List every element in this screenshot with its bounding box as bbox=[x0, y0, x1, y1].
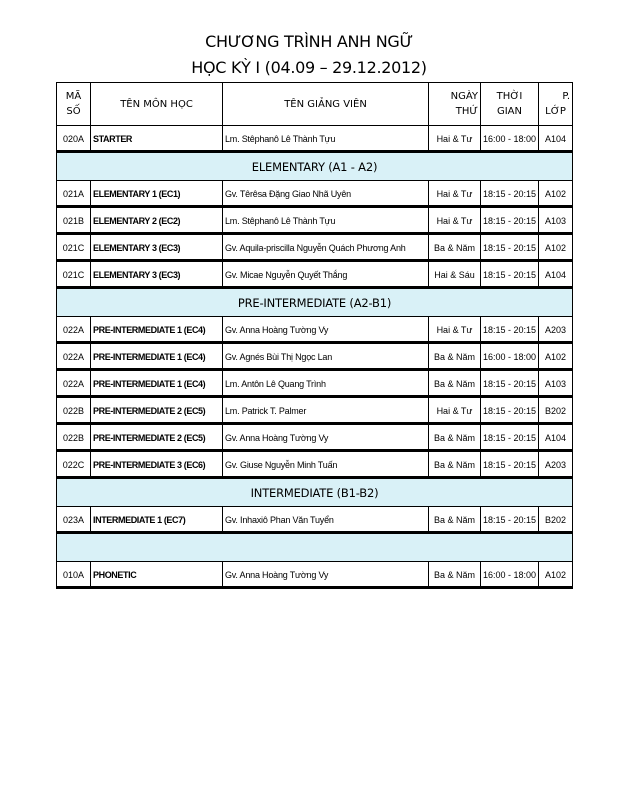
days-cell: Hai & Tư bbox=[429, 208, 481, 235]
time-cell: 18:15 - 20:15 bbox=[481, 181, 539, 208]
room-cell: A102 bbox=[539, 344, 573, 371]
course-code-cell: 022A bbox=[57, 317, 91, 344]
time-cell: 18:15 - 20:15 bbox=[481, 425, 539, 452]
course-code-cell: 021C bbox=[57, 262, 91, 289]
course-name-cell: PHONETIC bbox=[91, 562, 223, 589]
days-cell: Ba & Năm bbox=[429, 452, 481, 479]
header-lecturer: TÊN GIẢNG VIÊN bbox=[223, 83, 429, 126]
lecturer-cell: Gv. Aquila-priscilla Nguyễn Quách Phương Anh bbox=[223, 235, 429, 262]
course-name-cell: STARTER bbox=[91, 126, 223, 153]
days-cell: Ba & Năm bbox=[429, 235, 481, 262]
course-code-cell: 023A bbox=[57, 507, 91, 534]
room-cell: A102 bbox=[539, 562, 573, 589]
header-days bbox=[429, 83, 481, 126]
semester-subtitle: HỌC KỲ I (04.09 – 29.12.2012) bbox=[191, 58, 427, 77]
header-code-line1: MÃ bbox=[65, 91, 82, 102]
room-cell: A203 bbox=[539, 317, 573, 344]
table-row bbox=[57, 235, 573, 262]
room-cell: B202 bbox=[539, 507, 573, 534]
course-code-cell: 020A bbox=[57, 126, 91, 153]
table-row bbox=[57, 126, 573, 153]
time-cell: 16:00 - 18:00 bbox=[481, 344, 539, 371]
table-header-row bbox=[57, 83, 573, 126]
room-cell: A103 bbox=[539, 371, 573, 398]
room-cell: A104 bbox=[539, 126, 573, 153]
course-code-cell: 022A bbox=[57, 344, 91, 371]
time-cell: 18:15 - 20:15 bbox=[481, 507, 539, 534]
time-cell: 18:15 - 20:15 bbox=[481, 317, 539, 344]
table-row bbox=[57, 262, 573, 289]
lecturer-cell: Gv. Anna Hoàng Tường Vy bbox=[223, 317, 429, 344]
header-time-line2: GIAN bbox=[496, 106, 523, 117]
course-code-cell: 021A bbox=[57, 181, 91, 208]
course-code-cell: 022B bbox=[57, 398, 91, 425]
table-row bbox=[57, 452, 573, 479]
days-cell: Ba & Năm bbox=[429, 425, 481, 452]
table-row bbox=[57, 507, 573, 534]
table-row bbox=[57, 398, 573, 425]
room-cell: A103 bbox=[539, 208, 573, 235]
time-cell: 16:00 - 18:00 bbox=[481, 562, 539, 589]
time-cell: 18:15 - 20:15 bbox=[481, 398, 539, 425]
lecturer-cell: Lm. Stêphanô Lê Thành Tựu bbox=[223, 126, 429, 153]
lecturer-cell: Lm. Antôn Lê Quang Trình bbox=[223, 371, 429, 398]
header-days-line2: THỨ bbox=[455, 106, 478, 117]
table-body bbox=[57, 126, 573, 589]
course-code-cell: 021C bbox=[57, 235, 91, 262]
lecturer-cell: Gv. Anna Hoàng Tường Vy bbox=[223, 562, 429, 589]
course-name-cell: ELEMENTARY 1 (EC1) bbox=[91, 181, 223, 208]
header-room-line1: P. bbox=[562, 91, 570, 102]
room-cell: A104 bbox=[539, 262, 573, 289]
days-cell: Ba & Năm bbox=[429, 371, 481, 398]
header-days-line1: NGÀY bbox=[450, 91, 478, 102]
header-time bbox=[481, 83, 539, 126]
course-name-cell: PRE-INTERMEDIATE 1 (EC4) bbox=[91, 317, 223, 344]
time-cell: 16:00 - 18:00 bbox=[481, 126, 539, 153]
section-title: INTERMEDIATE (B1-B2) bbox=[57, 479, 573, 507]
time-cell: 18:15 - 20:15 bbox=[481, 371, 539, 398]
days-cell: Hai & Tư bbox=[429, 126, 481, 153]
room-cell: A104 bbox=[539, 425, 573, 452]
lecturer-cell: Gv. Micae Nguyễn Quyết Thắng bbox=[223, 262, 429, 289]
lecturer-cell: Gv. Anna Hoàng Tường Vy bbox=[223, 425, 429, 452]
course-name-cell: ELEMENTARY 3 (EC3) bbox=[91, 262, 223, 289]
document-title: CHƯƠNG TRÌNH ANH NGỮ bbox=[205, 32, 413, 51]
days-cell: Ba & Năm bbox=[429, 344, 481, 371]
days-cell: Hai & Tư bbox=[429, 181, 481, 208]
section-header-row bbox=[57, 289, 573, 317]
table-row bbox=[57, 344, 573, 371]
course-name-cell: PRE-INTERMEDIATE 1 (EC4) bbox=[91, 371, 223, 398]
course-name-cell: INTERMEDIATE 1 (EC7) bbox=[91, 507, 223, 534]
table-row bbox=[57, 181, 573, 208]
section-header-row bbox=[57, 153, 573, 181]
room-cell: B202 bbox=[539, 398, 573, 425]
table-row bbox=[57, 208, 573, 235]
room-cell: A102 bbox=[539, 181, 573, 208]
course-name-cell: PRE-INTERMEDIATE 2 (EC5) bbox=[91, 425, 223, 452]
course-code-cell: 022C bbox=[57, 452, 91, 479]
room-cell: A203 bbox=[539, 452, 573, 479]
lecturer-cell: Gv. Giuse Nguyễn Minh Tuấn bbox=[223, 452, 429, 479]
section-header-row bbox=[57, 479, 573, 507]
days-cell: Ba & Năm bbox=[429, 507, 481, 534]
table-row bbox=[57, 317, 573, 344]
lecturer-cell: Gv. Agnés Bùi Thị Ngọc Lan bbox=[223, 344, 429, 371]
lecturer-cell: Lm. Stêphanô Lê Thành Tựu bbox=[223, 208, 429, 235]
header-room-line2: LỚP bbox=[545, 106, 566, 117]
days-cell: Hai & Tư bbox=[429, 398, 481, 425]
course-code-cell: 022A bbox=[57, 371, 91, 398]
course-name-cell: ELEMENTARY 3 (EC3) bbox=[91, 235, 223, 262]
header-time-line1: THỜI bbox=[496, 91, 523, 102]
header-code-line2: SỐ bbox=[66, 106, 81, 117]
lecturer-cell: Gv. Inhaxiô Phan Văn Tuyển bbox=[223, 507, 429, 534]
course-schedule-table bbox=[56, 82, 573, 589]
table-row bbox=[57, 371, 573, 398]
time-cell: 18:15 - 20:15 bbox=[481, 262, 539, 289]
table-row bbox=[57, 562, 573, 589]
course-code-cell: 010A bbox=[57, 562, 91, 589]
days-cell: Hai & Tư bbox=[429, 317, 481, 344]
section-title: PRE-INTERMEDIATE (A2-B1) bbox=[57, 289, 573, 317]
days-cell: Hai & Sáu bbox=[429, 262, 481, 289]
section-title: ELEMENTARY (A1 - A2) bbox=[57, 153, 573, 181]
lecturer-cell: Gv. Têrêsa Đặng Giao Nhã Uyên bbox=[223, 181, 429, 208]
room-cell: A102 bbox=[539, 235, 573, 262]
lecturer-cell: Lm. Patrick T. Palmer bbox=[223, 398, 429, 425]
course-code-cell: 021B bbox=[57, 208, 91, 235]
header-code bbox=[57, 83, 91, 126]
section-title bbox=[57, 534, 573, 562]
course-name-cell: PRE-INTERMEDIATE 2 (EC5) bbox=[91, 398, 223, 425]
time-cell: 18:15 - 20:15 bbox=[481, 208, 539, 235]
time-cell: 18:15 - 20:15 bbox=[481, 235, 539, 262]
days-cell: Ba & Năm bbox=[429, 562, 481, 589]
table-row bbox=[57, 425, 573, 452]
course-name-cell: ELEMENTARY 2 (EC2) bbox=[91, 208, 223, 235]
course-name-cell: PRE-INTERMEDIATE 3 (EC6) bbox=[91, 452, 223, 479]
section-header-row bbox=[57, 534, 573, 562]
time-cell: 18:15 - 20:15 bbox=[481, 452, 539, 479]
course-name-cell: PRE-INTERMEDIATE 1 (EC4) bbox=[91, 344, 223, 371]
course-code-cell: 022B bbox=[57, 425, 91, 452]
header-room bbox=[539, 83, 573, 126]
header-course: TÊN MÔN HỌC bbox=[91, 83, 223, 126]
